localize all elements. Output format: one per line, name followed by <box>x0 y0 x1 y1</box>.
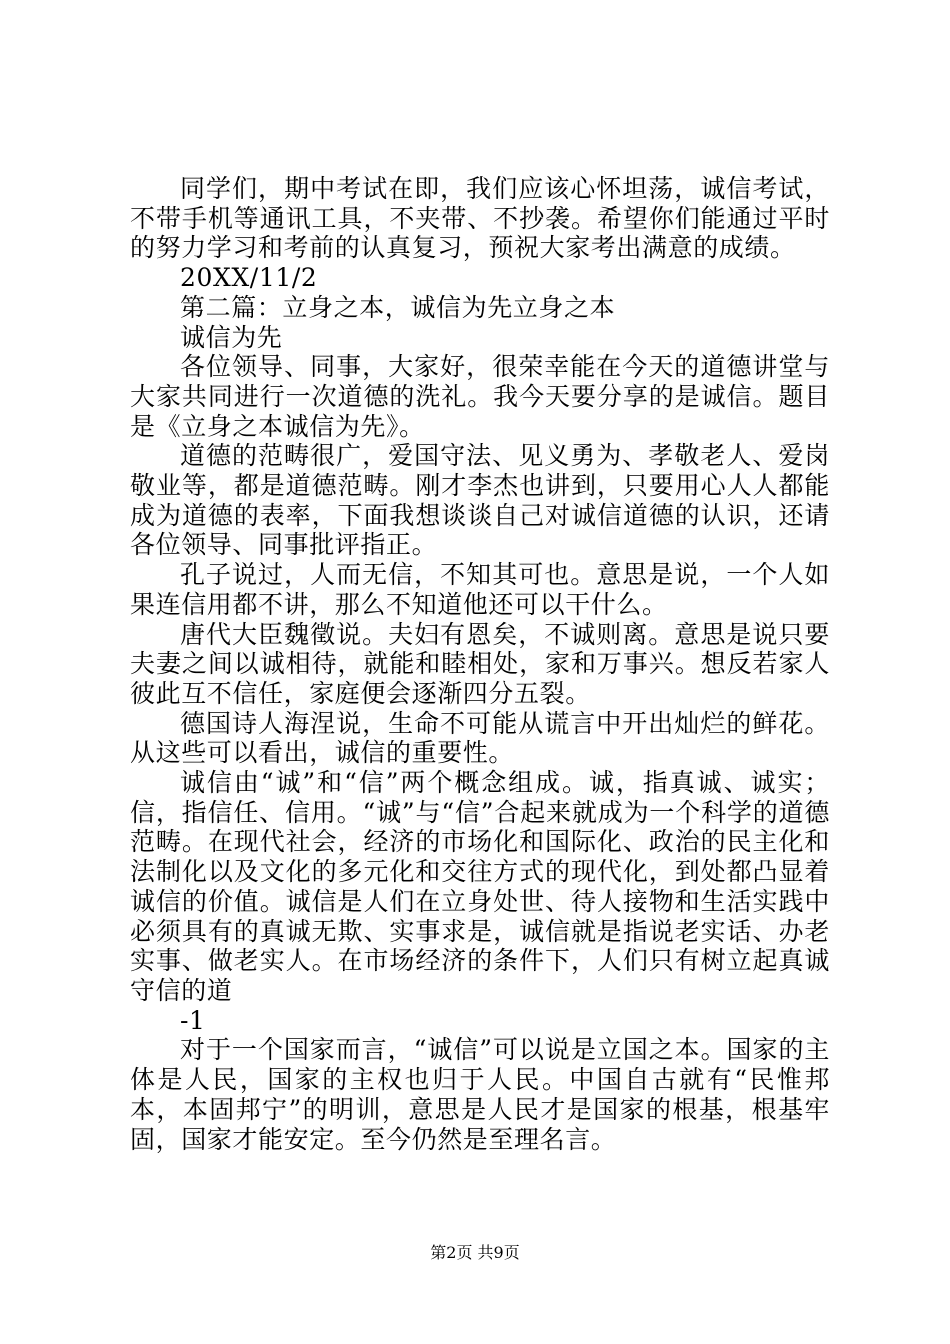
paragraph-confucius: 孔子说过，人而无信，不知其可也。意思是说，一个人如果连信用都不讲，那么不知道他还可以干什么。 <box>130 560 830 619</box>
section-title: 第二篇：立身之本，诚信为先立身之本 <box>180 292 616 322</box>
paragraph-moral-scope: 道德的范畴很广，爱国守法、见义勇为、孝敬老人、爱岗敬业等，都是道德范畴。刚才李杰也讲到，只要用心人人都能成为道德的表率，下面我想谈谈自己对诚信道德的认识，还请各位领导、同事批评指正。 <box>130 441 830 560</box>
page-footer: 第2页 共9页 <box>430 1243 520 1262</box>
paragraph-exam-integrity: 同学们，期中考试在即，我们应该心怀坦荡，诚信考试，不带手机等通讯工具，不夹带、不抄袭。希望你们能通过平时的努力学习和考前的认真复习，预祝大家考出满意的成绩。 <box>130 174 830 263</box>
inline-page-marker: -1 <box>180 1005 206 1035</box>
section-title-continued: 诚信为先 <box>180 322 283 352</box>
paragraph-nation: 对于一个国家而言，“诚信”可以说是立国之本。国家的主体是人民，国家的主权也归于人民。中国自古就有“民惟邦本，本固邦宁”的明训，意思是人民才是国家的根基，根基牢固，国家才能安定。至今仍然是至理名言。 <box>130 1035 830 1154</box>
paragraph-greeting: 各位领导、同事，大家好，很荣幸能在今天的道德讲堂与大家共同进行一次道德的洗礼。我今天要分享的是诚信。题目是《立身之本诚信为先》。 <box>130 352 830 441</box>
document-body <box>130 174 830 1154</box>
paragraph-heine: 德国诗人海涅说，生命不可能从谎言中开出灿烂的鲜花。从这些可以看出，诚信的重要性。 <box>130 708 830 768</box>
paragraph-definition: 诚信由“诚”和“信”两个概念组成。诚，指真诚、诚实；信，指信任、信用。“诚”与“信”合起来就成为一个科学的道德范畴。在现代社会，经济的市场化和国际化、政治的民主化和法制化以及文化的多元化和交往方式的现代化，到处都凸显着诚信的价值。诚信是人们在立身处世、待人接物和生活实践中必须具有的真诚无欺、实事求是，诚信就是指说老实话、办老实事、做老实人。在市场经济的条件下，人们只有树立起真诚守信的道 <box>130 768 830 1005</box>
date-line: 20XX/11/2 <box>180 263 318 293</box>
paragraph-weizheng: 唐代大臣魏徵说。夫妇有恩矣，不诚则离。意思是说只要夫妻之间以诚相待，就能和睦相处，家和万事兴。想反若家人彼此互不信任，家庭便会逐渐四分五裂。 <box>130 619 830 708</box>
